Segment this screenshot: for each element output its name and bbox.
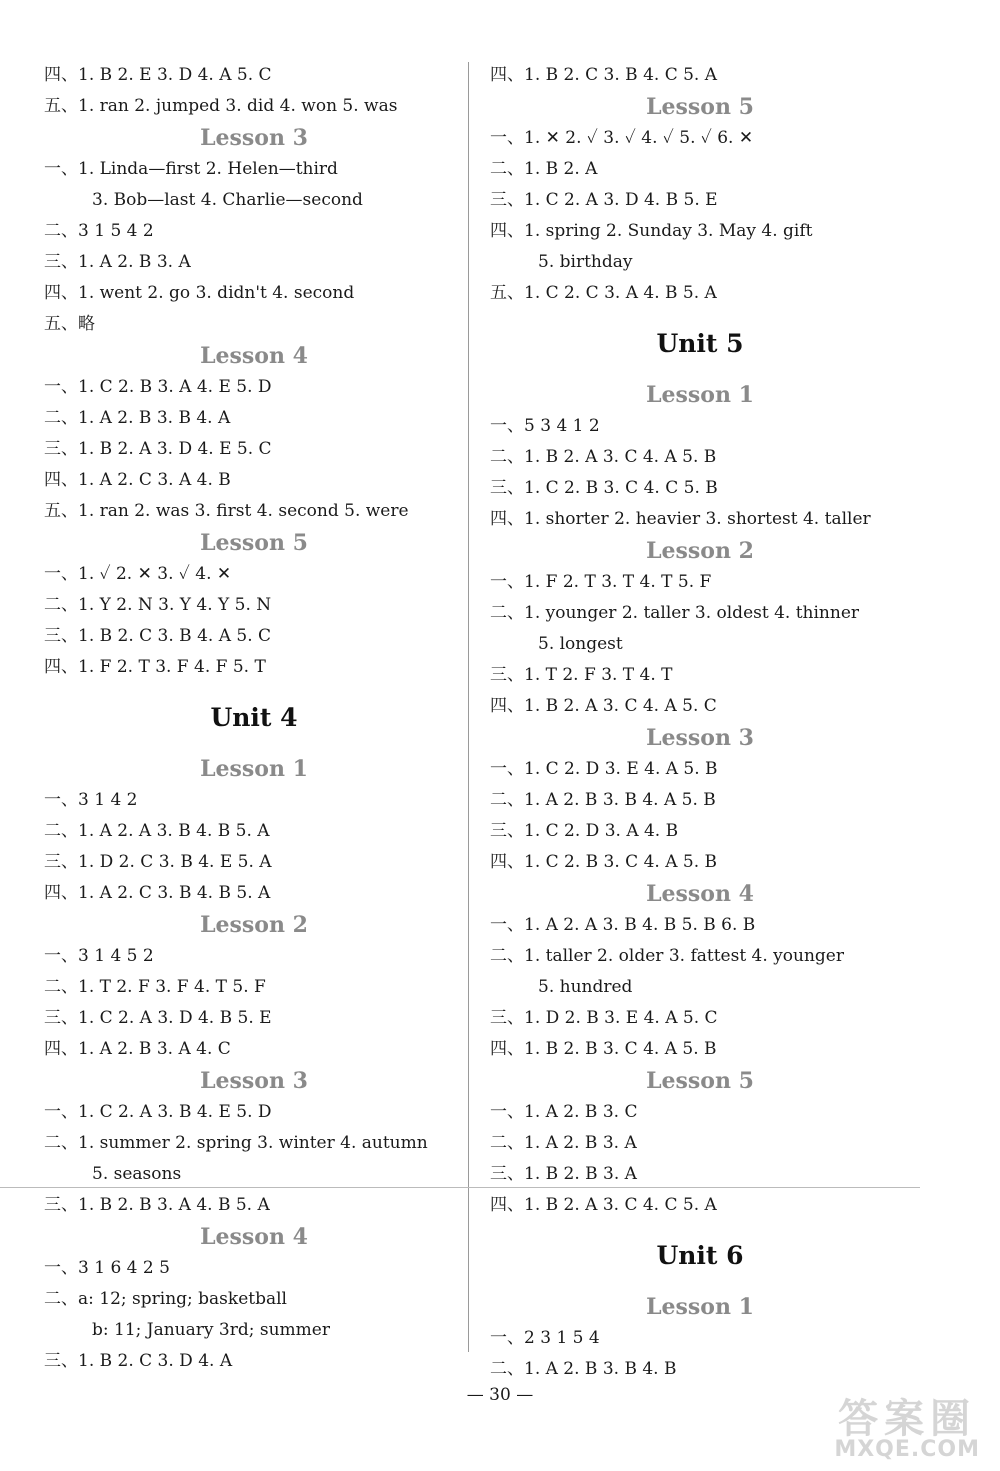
answer-line: 四、1. B 2. E 3. D 4. A 5. C (44, 65, 272, 85)
answer-line: 一、3 1 4 5 2 (44, 946, 154, 966)
answer-line: 四、1. F 2. T 3. F 4. F 5. T (44, 657, 266, 677)
answer-line: 一、1. A 2. A 3. B 4. B 5. B 6. B (490, 915, 756, 935)
answer-line: 三、1. B 2. B 3. A (490, 1164, 637, 1184)
answer-line: 五、略 (44, 314, 95, 334)
answer-line: 一、3 1 4 2 (44, 790, 138, 810)
answer-line: 三、1. C 2. A 3. D 4. B 5. E (44, 1008, 272, 1028)
answer-line: 四、1. B 2. A 3. C 4. A 5. C (490, 696, 717, 716)
answer-line: 二、1. A 2. B 3. A (490, 1133, 637, 1153)
answer-line: 一、1. Linda—first 2. Helen—third (44, 159, 338, 179)
answer-line: 三、1. C 2. D 3. A 4. B (490, 821, 679, 841)
answer-line: 一、2 3 1 5 4 (490, 1328, 600, 1348)
answer-line: 二、3 1 5 4 2 (44, 221, 154, 241)
answer-line: 二、1. B 2. A 3. C 4. A 5. B (490, 447, 717, 467)
answer-line: 四、1. C 2. B 3. C 4. A 5. B (490, 852, 718, 872)
answer-line: 四、1. B 2. C 3. B 4. C 5. A (490, 65, 718, 85)
answer-line: 二、1. A 2. B 3. B 4. A (44, 408, 231, 428)
answer-line: 四、1. went 2. go 3. didn't 4. second (44, 283, 355, 303)
answer-line: 三、1. D 2. C 3. B 4. E 5. A (44, 852, 272, 872)
answer-line: 一、5 3 4 1 2 (490, 416, 600, 436)
answer-line: 三、1. C 2. B 3. C 4. C 5. B (490, 478, 718, 498)
unit-heading: Unit 4 (210, 703, 298, 732)
answer-line: 二、1. summer 2. spring 3. winter 4. autumn (44, 1133, 428, 1153)
answer-line: 一、1. A 2. B 3. C (490, 1102, 638, 1122)
answer-line: 四、1. shorter 2. heavier 3. shortest 4. taller (490, 509, 871, 529)
watermark-en: MXQE.COM (834, 1437, 980, 1462)
answer-line: b: 11; January 3rd; summer (92, 1320, 330, 1340)
answer-line: 一、1. ✕ 2. ✓ 3. ✓ 4. ✓ 5. ✓ 6. ✕ (490, 128, 754, 148)
column-divider (468, 62, 469, 1352)
answer-line: 四、1. A 2. C 3. A 4. B (44, 470, 231, 490)
answer-line: 5. longest (538, 634, 623, 654)
watermark-logo (834, 1396, 980, 1462)
answer-line: 三、1. C 2. A 3. D 4. B 5. E (490, 190, 718, 210)
lesson-heading: Lesson 3 (200, 125, 308, 151)
answer-line: 五、1. ran 2. was 3. first 4. second 5. were (44, 501, 409, 521)
answer-line: 二、1. Y 2. N 3. Y 4. Y 5. N (44, 595, 272, 615)
lesson-heading: Lesson 3 (200, 1068, 308, 1094)
lesson-heading: Lesson 1 (646, 382, 754, 408)
answer-line: 一、1. C 2. A 3. B 4. E 5. D (44, 1102, 272, 1122)
lesson-heading: Lesson 5 (646, 94, 754, 120)
answer-line: 三、1. B 2. C 3. B 4. A 5. C (44, 626, 272, 646)
page-number: — 30 — (466, 1385, 534, 1405)
unit-heading: Unit 6 (656, 1241, 744, 1270)
unit-heading: Unit 5 (656, 329, 744, 358)
answer-line: 一、1. C 2. B 3. A 4. E 5. D (44, 377, 272, 397)
lesson-heading: Lesson 4 (200, 343, 308, 369)
lesson-heading: Lesson 1 (200, 756, 308, 782)
answer-line: 五、1. ran 2. jumped 3. did 4. won 5. was (44, 96, 398, 116)
left-column (44, 60, 464, 1377)
lesson-heading: Lesson 4 (200, 1224, 308, 1250)
answer-line: 二、a: 12; spring; basketball (44, 1289, 287, 1309)
answer-line: 四、1. B 2. B 3. C 4. A 5. B (490, 1039, 717, 1059)
answer-line: 二、1. A 2. B 3. B 4. A 5. B (490, 790, 716, 810)
answer-line: 5. birthday (538, 252, 633, 272)
answer-line: 二、1. T 2. F 3. F 4. T 5. F (44, 977, 266, 997)
answer-line: 三、1. A 2. B 3. A (44, 252, 191, 272)
scan-artifact-line (0, 1187, 920, 1188)
answer-line: 四、1. A 2. C 3. B 4. B 5. A (44, 883, 271, 903)
answer-line: 三、1. B 2. C 3. D 4. A (44, 1351, 233, 1371)
answer-line: 四、1. A 2. B 3. A 4. C (44, 1039, 231, 1059)
lesson-heading: Lesson 4 (646, 881, 754, 907)
answer-line: 四、1. spring 2. Sunday 3. May 4. gift (490, 221, 813, 241)
answer-line: 5. seasons (92, 1164, 182, 1184)
answer-line: 二、1. younger 2. taller 3. oldest 4. thinner (490, 603, 860, 623)
answer-line: 二、1. A 2. A 3. B 4. B 5. A (44, 821, 270, 841)
lesson-heading: Lesson 1 (646, 1294, 754, 1320)
answer-line: 一、1. F 2. T 3. T 4. T 5. F (490, 572, 712, 592)
lesson-heading: Lesson 5 (646, 1068, 754, 1094)
answer-line: 二、1. B 2. A (490, 159, 598, 179)
answer-line: 一、1. C 2. D 3. E 4. A 5. B (490, 759, 718, 779)
lesson-heading: Lesson 5 (200, 530, 308, 556)
answer-line: 三、1. D 2. B 3. E 4. A 5. C (490, 1008, 718, 1028)
answer-line: 三、1. B 2. A 3. D 4. E 5. C (44, 439, 272, 459)
answer-line: 二、1. A 2. B 3. B 4. B (490, 1359, 677, 1379)
answer-line: 一、3 1 6 4 2 5 (44, 1258, 170, 1278)
lesson-heading: Lesson 2 (646, 538, 754, 564)
answer-line: 五、1. C 2. C 3. A 4. B 5. A (490, 283, 717, 303)
watermark-cn: 答案圈 (838, 1396, 977, 1442)
answer-line: 5. hundred (538, 977, 633, 997)
answer-line: 四、1. B 2. A 3. C 4. C 5. A (490, 1195, 717, 1215)
lesson-heading: Lesson 2 (200, 912, 308, 938)
lesson-heading: Lesson 3 (646, 725, 754, 751)
answer-line: 一、1. ✓ 2. ✕ 3. ✓ 4. ✕ (44, 564, 232, 584)
answer-line: 3. Bob—last 4. Charlie—second (92, 190, 363, 210)
answer-line: 三、1. T 2. F 3. T 4. T (490, 665, 673, 685)
answer-line: 三、1. B 2. B 3. A 4. B 5. A (44, 1195, 270, 1215)
answer-line: 二、1. taller 2. older 3. fattest 4. younger (490, 946, 844, 966)
